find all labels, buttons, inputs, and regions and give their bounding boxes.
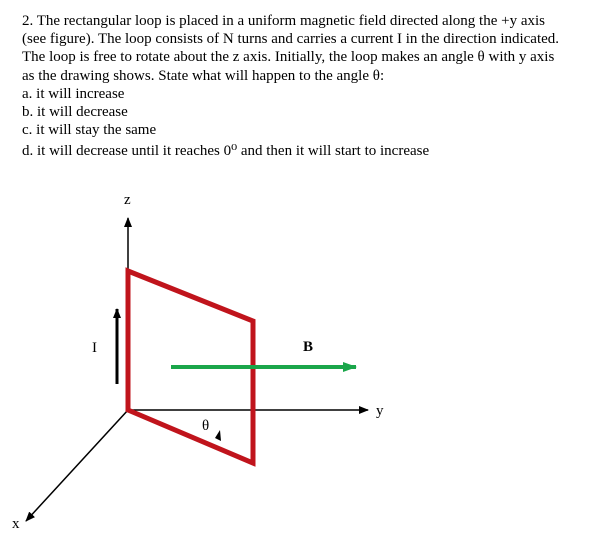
- question-line-4: as the drawing shows. State what will happen to the angle θ:: [22, 67, 385, 84]
- angle-marker-icon: [215, 430, 221, 441]
- field-label: B: [303, 339, 314, 355]
- question-line-3: The loop is free to rotate about the z axis. Initially, the loop makes an angle θ with y axis: [22, 49, 555, 66]
- x-axis-label: x: [12, 516, 20, 532]
- z-axis-label: z: [124, 192, 131, 208]
- option-d: d. it will decrease until it reaches 0⁰ and then it will start to increase: [22, 143, 430, 160]
- option-b: b. it will decrease: [22, 104, 128, 121]
- option-a: a. it will increase: [22, 85, 125, 102]
- option-c: c. it will stay the same: [22, 122, 157, 139]
- question-line-1: 2. The rectangular loop is placed in a uniform magnetic field directed along the +y axis: [22, 13, 546, 29]
- current-label: I: [92, 340, 97, 356]
- angle-label: θ: [202, 418, 210, 434]
- y-axis-label: y: [376, 403, 384, 419]
- question-line-2: (see figure). The loop consists of N turns and carries a current I in the direction indicated.: [22, 31, 560, 48]
- x-axis: [26, 410, 128, 521]
